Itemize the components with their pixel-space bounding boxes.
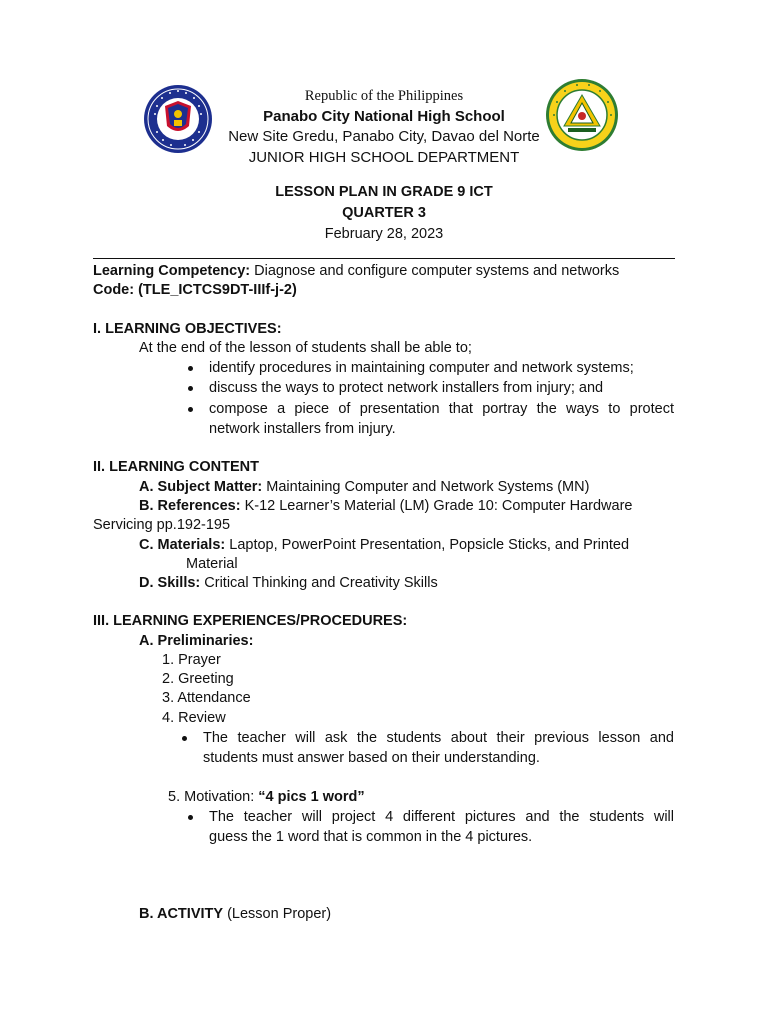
objective-item: identify procedures in maintaining computer and network systems; bbox=[209, 360, 634, 376]
quarter-label: QUARTER 3 bbox=[342, 205, 426, 221]
motivation-line bbox=[168, 788, 365, 807]
competency-label: Learning Competency: bbox=[93, 263, 251, 279]
bullet-icon bbox=[188, 386, 193, 391]
bullet-icon bbox=[188, 366, 193, 371]
objectives-heading: I. LEARNING OBJECTIVES: bbox=[93, 321, 282, 337]
objective-item-continued: network installers from injury. bbox=[209, 421, 396, 437]
department-name: JUNIOR HIGH SCHOOL DEPARTMENT bbox=[248, 148, 520, 166]
objectives-intro: At the end of the lesson of students shall be able to; bbox=[139, 340, 472, 356]
republic-line: Republic of the Philippines bbox=[304, 88, 464, 104]
review-bullet-continued: students must answer based on their understanding. bbox=[203, 750, 540, 766]
school-address: New Site Gredu, Panabo City, Davao del Norte bbox=[228, 128, 540, 145]
competency-text: Diagnose and configure computer systems and networks bbox=[250, 263, 620, 279]
subject-matter-label: A. Subject Matter: bbox=[139, 479, 263, 495]
subject-matter-text: Maintaining Computer and Network Systems (MN) bbox=[262, 479, 590, 495]
procedures-heading: III. LEARNING EXPERIENCES/PROCEDURES: bbox=[93, 613, 408, 629]
bullet-icon bbox=[188, 815, 193, 820]
activity-text: (Lesson Proper) bbox=[223, 906, 332, 922]
references-continued: Servicing pp.192-195 bbox=[93, 517, 231, 533]
step-item: 4. Review bbox=[162, 710, 226, 726]
motivation-label: 5. Motivation: bbox=[168, 789, 259, 805]
materials-label: C. Materials: bbox=[139, 537, 226, 553]
step-item: 2. Greeting bbox=[162, 671, 234, 687]
references-label: B. References: bbox=[139, 498, 241, 514]
competency-line bbox=[93, 262, 619, 281]
materials-line bbox=[139, 536, 629, 555]
motivation-bullet: The teacher will project 4 different pictures and the students will bbox=[209, 809, 674, 825]
motivation-title: “4 pics 1 word” bbox=[258, 789, 365, 805]
bullet-icon bbox=[182, 736, 187, 741]
school-header bbox=[200, 86, 568, 168]
skills-line bbox=[139, 574, 438, 593]
review-bullet: The teacher will ask the students about their previous lesson and bbox=[203, 730, 674, 746]
step-item: 3. Attendance bbox=[162, 690, 251, 706]
step-item: 1. Prayer bbox=[162, 652, 221, 668]
competency-code: Code: (TLE_ICTCS9DT-IIIf-j-2) bbox=[93, 282, 297, 298]
materials-continued: Material bbox=[186, 556, 238, 572]
skills-text: Critical Thinking and Creativity Skills bbox=[200, 575, 438, 591]
objective-item: discuss the ways to protect network installers from injury; and bbox=[209, 380, 604, 396]
bullet-icon bbox=[188, 407, 193, 412]
materials-text: Laptop, PowerPoint Presentation, Popsicle Sticks, and Printed bbox=[225, 537, 630, 553]
activity-line bbox=[139, 905, 331, 924]
lesson-title: LESSON PLAN IN GRADE 9 ICT bbox=[275, 184, 493, 200]
references-text: K-12 Learner’s Material (LM) Grade 10: Computer Hardware bbox=[240, 498, 633, 514]
activity-label: B. ACTIVITY bbox=[139, 906, 224, 922]
skills-label: D. Skills: bbox=[139, 575, 201, 591]
content-heading: II. LEARNING CONTENT bbox=[93, 459, 259, 475]
lesson-date: February 28, 2023 bbox=[324, 226, 444, 242]
motivation-bullet-continued: guess the 1 word that is common in the 4 pictures. bbox=[209, 829, 533, 845]
school-name: Panabo City National High School bbox=[263, 107, 505, 125]
lesson-title-block bbox=[0, 182, 768, 245]
subject-matter-line bbox=[139, 478, 589, 497]
preliminaries-label: A. Preliminaries: bbox=[139, 633, 254, 649]
references-line bbox=[139, 497, 632, 516]
objective-item: compose a piece of presentation that portray the ways to protect bbox=[209, 401, 674, 417]
header-divider bbox=[93, 258, 675, 259]
